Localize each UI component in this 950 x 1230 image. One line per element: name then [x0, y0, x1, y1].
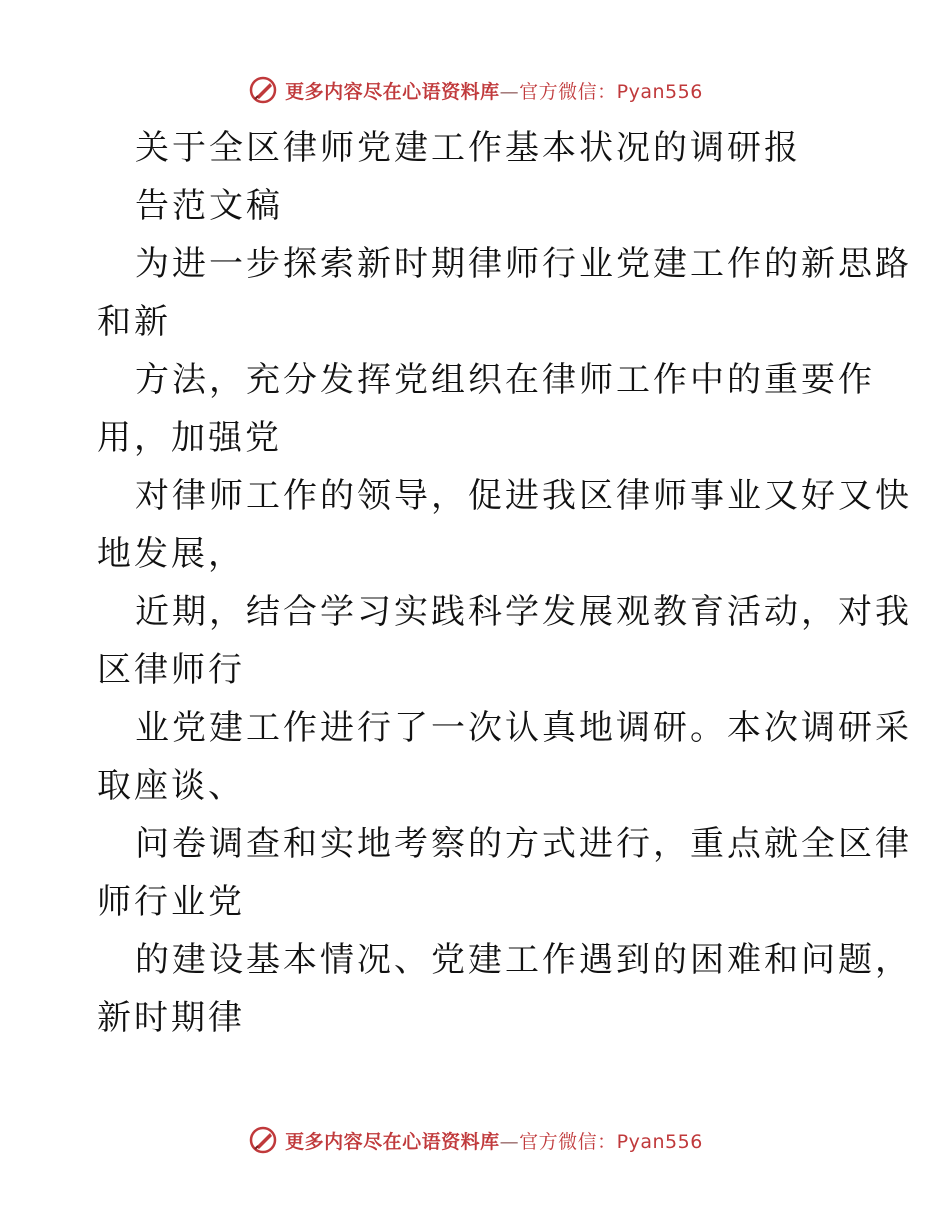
paragraph-line: 地发展，: [97, 534, 245, 574]
quill-logo-icon: [247, 1124, 279, 1156]
paragraph-line: 问卷调查和实地考察的方式进行，重点就全区律: [135, 824, 912, 864]
paragraph-line: 新时期律: [97, 998, 245, 1038]
header-banner: [0, 70, 950, 110]
quill-logo-icon: [247, 74, 279, 106]
paragraph-line: 和新: [97, 302, 171, 342]
banner-separator: —: [499, 1130, 520, 1153]
footer-banner: [0, 1120, 950, 1160]
banner-main-text: 更多内容尽在心语资料库: [285, 80, 500, 103]
banner-wechat-text: 官方微信：Pyan556: [519, 1130, 703, 1153]
paragraph-line: 方法，充分发挥党组织在律师工作中的重要作: [135, 360, 875, 400]
banner-separator: —: [499, 80, 520, 103]
paragraph-line: 师行业党: [97, 882, 245, 922]
banner-wechat-text: 官方微信：Pyan556: [519, 80, 703, 103]
paragraph-line: 业党建工作进行了一次认真地调研。本次调研采: [135, 708, 912, 748]
title-line-1: 关于全区律师党建工作基本状况的调研报: [135, 128, 801, 168]
banner-text: [285, 77, 703, 104]
banner-text: [285, 1127, 703, 1154]
paragraph-line: 为进一步探索新时期律师行业党建工作的新思路: [135, 244, 912, 284]
paragraph-line: 对律师工作的领导，促进我区律师事业又好又快: [135, 476, 912, 516]
paragraph-line: 用，加强党: [97, 418, 282, 458]
banner-main-text: 更多内容尽在心语资料库: [285, 1130, 500, 1153]
paragraph-line: 近期，结合学习实践科学发展观教育活动，对我: [135, 592, 912, 632]
title-line-2: 告范文稿: [135, 186, 283, 226]
paragraph-line: 区律师行: [97, 650, 245, 690]
paragraph-line: 取座谈、: [97, 766, 245, 806]
paragraph-line: 的建设基本情况、党建工作遇到的困难和问题，: [135, 940, 912, 980]
